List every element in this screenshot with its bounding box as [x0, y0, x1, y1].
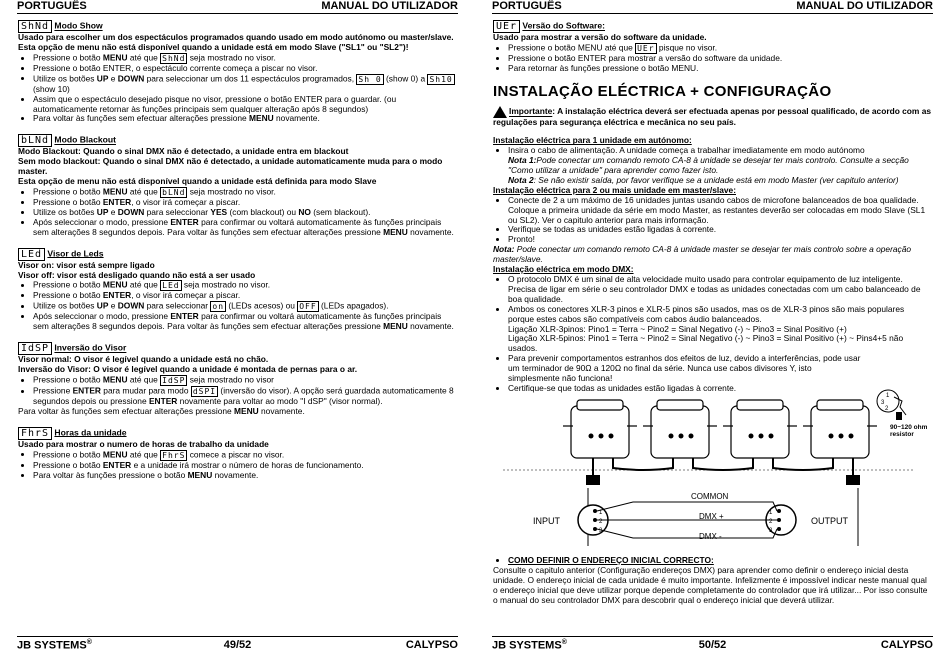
section-master-slave [493, 186, 932, 265]
resistor-label: 90~120 ohm resistor [890, 424, 928, 438]
lcd-display-icon: IdSP [162, 375, 186, 385]
output-label: OUTPUT [811, 515, 848, 526]
fixture-unit-2 [643, 400, 717, 458]
footer-brand: JB SYSTEMS® [17, 639, 92, 652]
section-title: Inversão do Visor [54, 342, 127, 353]
list-item: • Para retornar às funções pressione o botão MENU. [508, 64, 932, 74]
header-manual-title: MANUAL DO UTILIZADOR [321, 0, 458, 12]
note: Nota 1:Pode conectar um comando remoto CA-8 à unidade se desejar ter mais controlo. Consulte a secção "Como utilizar a unidade" para aprender como fazer isto. [508, 155, 909, 176]
fixture-unit-3 [723, 400, 797, 458]
footer-brand: JB SYSTEMS® [492, 639, 567, 652]
warning-icon [493, 106, 507, 118]
lcd-display-icon: bLNd [18, 134, 52, 147]
lcd-display-icon: dSPI [192, 386, 217, 396]
common-label: COMMON [691, 491, 729, 501]
svg-text:1: 1 [769, 509, 773, 516]
section-inversao-visor [18, 342, 457, 417]
lcd-display-icon: LEd [162, 281, 180, 291]
page-49 [0, 0, 475, 654]
list-item: • Pressione o botão MENU até que ShNd seja mostrado no visor. [33, 53, 457, 64]
section-intro: Usado para mostrar o numero de horas de trabalho da unidade [18, 438, 269, 449]
footer-page-number: 49/52 [223, 639, 252, 651]
section-modo-blackout [18, 134, 457, 237]
lcd-display-icon: FhrS [162, 450, 186, 460]
header-language: PORTUGUÊS [17, 0, 87, 12]
section-text: Consulte o capitulo anterior (Configuração endereços DMX) para aprender como definir o endereço inicial desta unidade. O endereço inicial de cada unidade é muito importante. Infelizmente é impossível indicar neste manual qual o endereço inicial que deve utilizar porque depende completamente do controlador que irá utilizar... Por isso consulte o manual do seu controlador DMX para descobrir qual o endereço inicial que deverá utilizar. [493, 564, 928, 605]
section-visor-leds [18, 248, 457, 333]
xlr5-wiring: Ligação XLR-5pinos: Pino1 = Terra ~ Pino2 = Sinal Negativo (-) ~ Pino3 = Sinal Positivo (+) ~ Pins4+5 não usados. [508, 333, 904, 354]
list-item: • Insira o cabo de alimentação. A unidade começa a trabalhar imediatamente em modo autónomo [508, 146, 932, 156]
svg-text:2: 2 [769, 518, 773, 525]
page-50 [475, 0, 950, 654]
header-manual-title: MANUAL DO UTILIZADOR [796, 0, 933, 12]
list-item: • Pronto! [508, 235, 932, 245]
lcd-display-icon: UEr [637, 43, 655, 53]
svg-text:1: 1 [599, 509, 603, 516]
list-item: • Após seleccionar o modo, pressione ENTER para confirmar ou voltará automaticamente às funções principais sem alterações 8 segundos depois. Para voltar às funções sem efectuar alterações pressione MENU novamente. [33, 218, 457, 238]
list-item: • Pressione o botão ENTER e a unidade irá mostrar o número de horas de funcionamento. [33, 461, 457, 471]
lcd-display-icon: Sh10 [429, 74, 453, 84]
section-dmx [493, 264, 932, 438]
lcd-display-icon: FhrS [18, 427, 52, 440]
list-item: • Utilize os botões UP e DOWN para seleccionar um dos 11 espectáculos programados, Sh 0 (show 0) a Sh10 (show 10) [33, 74, 457, 95]
section-modo-show [18, 20, 457, 124]
list-item: • Pressione o botão ENTER para mostrar a versão do software da unidade. [508, 54, 932, 64]
fixture-unit-1 [563, 400, 637, 458]
lcd-display-icon: on [212, 302, 225, 312]
dmx-wiring-diagram [493, 396, 913, 554]
section-intro: Usado para escolher um dos espectáculos programados quando usado em modo autónomo ou master/slave. Esta opção de menu não está disponível quando a unidade está em modo Slave ("SL1" ou "SL2")! [18, 32, 454, 52]
section-line: Visor normal: O visor é legível quando a unidade está no chão. [18, 354, 269, 365]
section-line: Visor off: visor está desligado quando não está a ser usado [18, 269, 256, 280]
svg-text:2: 2 [599, 518, 603, 525]
svg-text:3: 3 [599, 527, 603, 534]
list-item: • Certifique-se que todas as unidades estão ligadas à corrente. [508, 384, 932, 394]
list-item: • Pressione o botão MENU até que IdSP seja mostrado no visor [33, 375, 457, 386]
lcd-display-icon: OFF [299, 302, 317, 312]
section-title: Visor de Leds [47, 248, 104, 259]
dmx-minus-label: DMX - [699, 531, 722, 541]
section-autonomo [493, 136, 932, 186]
xlr3-wiring: Ligação XLR-3pinos: Pino1 = Terra ~ Pino2 = Sinal Negativo (-) ~ Pino3 = Sinal Positivo (+) [508, 323, 847, 334]
svg-text:1: 1 [886, 393, 890, 400]
list-item: • Pressione o botão ENTER, o visor irá começar a piscar. [33, 198, 457, 208]
svg-text:2: 2 [885, 406, 889, 413]
section-line: Modo Blackout: Quando o sinal DMX não é detectado, a unidade entra em blackout [18, 146, 349, 157]
section-intro: Usado para mostrar a versão do software da unidade. [493, 32, 707, 42]
list-item: • Ambos os conectores XLR-3 pinos e XLR-5 pinos são usados, mas os de XLR-3 pinos são mais populares porque estes cabos são compatíveis com cabos áudio balanceados. Ligação XLR-3pinos: Pino1 = Terra ~ Pino2 = Sinal Negativo (-) ~ Pino3 = Sinal Positivo (+) Ligação XLR-5pinos: Pino1 = Terra ~ Pino2 = Sinal Negativo (-) ~ Pino3 = Sinal Positivo (+) ~ Pins4+5 não usados. [508, 305, 932, 355]
list-item: • Verifique se todas as unidades estão ligadas à corrente. [508, 225, 932, 235]
note: Nota 2: Se não existir saída, por favor verifique se a unidade está em modo Master (ver capitulo anterior) [508, 174, 899, 185]
list-item: • O protocolo DMX é um sinal de alta velocidade muito usado para controlar equipamento de luz inteligente. Precisa de ligar em série o seu controlador DMX e todas as unidades conectadas com um cabo balanceado de boa qualidade. [508, 275, 932, 305]
section-title: Instalação eléctrica para 1 unidade em autónomo: [493, 135, 692, 146]
important-notice: Importante: A instalação eléctrica deverá ser efectuada apenas por pessoal qualificado, de acordo com as regulações para segurança eléctrica e mecânica no seu país. [493, 106, 932, 128]
list-item: • Conecte de 2 a um máximo de 16 unidades juntas usando cabos de microfone balanceados de boa qualidade. Coloque a primeira unidade da série em modo Master, as restantes deverão ser colocadas em modo Slave (SL1 ou SL2). Ver o capitulo anterior para mais informação. [508, 196, 932, 226]
page-header [492, 0, 933, 14]
section-endereco-inicial [493, 556, 932, 606]
fixture-unit-4 [803, 400, 877, 458]
list-item: • Para voltar às funções pressione o botão MENU novamente. [33, 471, 457, 481]
svg-text:3: 3 [881, 400, 885, 407]
footer-product: CALYPSO [405, 639, 458, 651]
lcd-display-icon: bLNd [162, 187, 186, 197]
section-line: Para voltar às funções sem efectuar alterações pressione MENU novamente. [18, 405, 305, 416]
list-item: • Utilize os botões UP e DOWN para seleccionar on (LEDs acesos) ou OFF (LEDs apagados). [33, 301, 457, 312]
lcd-display-icon: UEr [493, 20, 520, 33]
list-item: • Pressione o botão MENU até que FhrS comece a piscar no visor. [33, 450, 457, 461]
footer-product: CALYPSO [880, 639, 933, 651]
section-title: Modo Blackout [54, 135, 117, 146]
lcd-display-icon: Sh 0 [358, 74, 382, 84]
page-header [17, 0, 458, 14]
section-line: Esta opção de menu não está disponível quando a unidade está definida para modo Slave [18, 176, 377, 187]
page-footer [492, 636, 933, 655]
section-title: Instalação eléctrica para 2 ou mais unidade em master/slave: [493, 184, 736, 195]
lcd-display-icon: LEd [18, 248, 45, 261]
list-item: • Pressione o botão ENTER, o espectáculo corrente começa a piscar no visor. [33, 64, 457, 74]
page-body [493, 20, 932, 605]
section-title: Modo Show [54, 20, 103, 31]
section-line: Visor on: visor está sempre ligado [18, 259, 155, 270]
list-item: • Para prevenir comportamentos estranhos dos efeitos de luz, devido a interferências, pode usar um terminador de 90Ω a 120Ω no final da série. Nunca use cabos divisores Y, isto simplesmente não funciona! [508, 354, 862, 384]
svg-text:3: 3 [769, 527, 773, 534]
section-line: Inversão do Visor: O visor é legível quando a unidade é montada de pernas para o ar. [18, 364, 358, 375]
lcd-display-icon: ShNd [162, 53, 186, 63]
list-item: • Após seleccionar o modo, pressione ENTER para confirmar ou voltará automaticamente às funções principais sem alterações 8 segundos depois. Para voltar às funções sem efectuar alterações pressione MENU novamente. [33, 312, 457, 332]
section-title: Horas da unidade [54, 427, 127, 438]
header-language: PORTUGUÊS [492, 0, 562, 12]
chapter-title: INSTALAÇÃO ELÉCTRICA + CONFIGURAÇÃO [493, 82, 832, 100]
footer-page-number: 50/52 [698, 639, 727, 651]
list-item: • Utilize os botões UP e DOWN para seleccionar YES (com blackout) ou NO (sem blackout). [33, 208, 457, 218]
list-item: • Pressione o botão ENTER, o visor irá começar a piscar. [33, 291, 457, 301]
section-line: Sem modo blackout: Quando o sinal DMX não é detectado, a unidade automaticamente muda para o modo master. [18, 156, 443, 177]
section-title: • COMO DEFINIR O ENDEREÇO INICIAL CORRECTO: [508, 556, 932, 566]
lcd-display-icon: IdSP [18, 342, 52, 355]
input-label: INPUT [533, 515, 560, 526]
note: Nota: Pode conectar um comando remoto CA-8 à unidade master se desejar ter mais controlo sobre a operação master/slave. [493, 244, 912, 265]
dmx-plus-label: DMX + [699, 511, 724, 521]
section-title: Instalação eléctrica em modo DMX: [493, 264, 634, 275]
section-title: Versão do Software: [522, 20, 606, 31]
list-item: • Pressione o botão MENU até que bLNd seja mostrado no visor. [33, 187, 457, 198]
list-item: • Pressione o botão MENU até que UEr pisque no visor. [508, 43, 932, 54]
page-body [18, 20, 457, 480]
lcd-display-icon: ShNd [18, 20, 52, 33]
list-item: • Pressione ENTER para mudar para modo dSPI (inversão do visor). A opção será guardada automaticamente 8 segundos depois ou pressione ENTER novamente para voltar ao modo "I dSP" (visor normal). [33, 386, 457, 407]
section-versao-software [493, 20, 932, 74]
page-footer [17, 636, 458, 655]
section-horas-unidade [18, 427, 457, 481]
list-item: • Pressione o botão MENU até que LEd seja mostrado no visor. [33, 280, 457, 291]
list-item: • Assim que o espectáculo desejado pisque no visor, pressione o botão ENTER para o guardar. (ou automaticamente retornar às funções principais sem qualquer alteração após 8 segundos) [33, 95, 457, 115]
list-item: • Para voltar às funções sem efectuar alterações pressione MENU novamente. [33, 114, 457, 124]
